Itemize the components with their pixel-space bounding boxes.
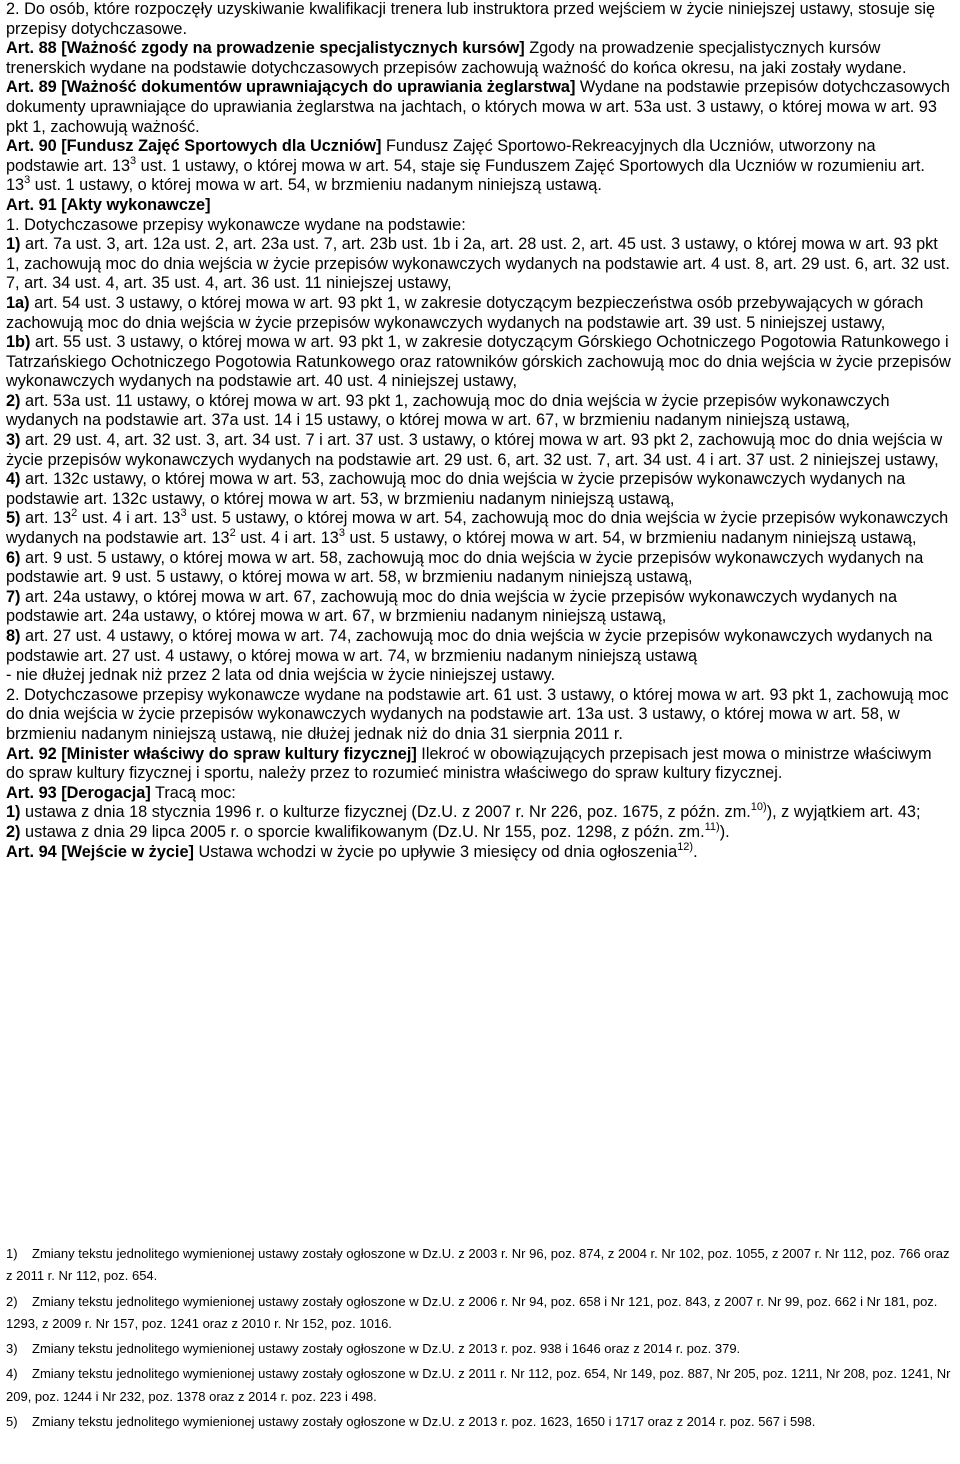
article-93 (6, 784, 952, 804)
list-item (6, 627, 952, 666)
superscript: 3 (180, 507, 187, 520)
list-item (6, 431, 952, 470)
article-label: Art. (6, 78, 35, 97)
list-item (6, 549, 952, 588)
footnote-text: Zmiany tekstu jednolitego wymienionej ustawy zostały ogłoszone w Dz.U. z 2013 r. poz. 938 i 1646 oraz z 2014 r. poz. 379. (32, 1341, 741, 1357)
paragraph-text: 2. Dotychczasowe przepisy wykonawcze wydane na podstawie art. 61 ust. 3 ustawy, o której mowa w art. 93 pkt 1, zachowują moc do dnia wejścia w życie przepisów wykonawczych wydanych na podstawie art. 13a ust. 3 ustawy, o której mowa w art. 58, w brzmieniu nadanym niniejszą ustawą, nie dłużej jednak niż do dnia 31 sierpnia 2011 r. (6, 685, 949, 743)
list-item-text: ust. 4 i art. 13 (77, 509, 181, 528)
footnote-text: Zmiany tekstu jednolitego wymienionej ustawy zostały ogłoszone w Dz.U. z 2006 r. Nr 94, poz. 658 i Nr 121, poz. 843, z 2007 r. Nr 99, poz. 662 i Nr 181, poz. 1293, z 2009 r. Nr 157, poz. 1241 oraz z 2010 r. Nr 152, poz. 1016. (6, 1293, 938, 1331)
list-item-text: art. 54 ust. 3 ustawy, o której mowa w art. 93 pkt 1, w zakresie dotyczącym bezpieczeństwa osób przebywających w górach zachowują moc do dnia wejścia w życie przepisów wykonawczych wydanych na podstawie art. 39 ust. 5 niniejszej ustawy, (6, 293, 924, 332)
article-label: Art. (6, 744, 35, 763)
article-93-text: Tracą moc: (150, 783, 236, 802)
superscript: 2 (71, 507, 78, 520)
list-item-text: art. 13 (20, 509, 72, 528)
article-93-heading: 93 [Derogacja] (34, 783, 151, 802)
footnote-number: 3) (6, 1341, 18, 1357)
superscript: 3 (130, 154, 137, 167)
list-item-text: art. 24a ustawy, o której mowa w art. 67, zachowują moc do dnia wejścia w życie przepisów wykonawczych wydanych na podstawie art. 24a ustawy, o której mowa w art. 67, w brzmieniu nadanym niniejszą ustawą, (6, 587, 898, 626)
list-item-text: ustawa z dnia 18 stycznia 1996 r. o kulturze fizycznej (Dz.U. z 2007 r. Nr 226, poz. 1675, z późn. zm. (20, 803, 751, 822)
article-label: Art. (6, 137, 35, 156)
list-item (6, 820, 952, 843)
footnotes (6, 1243, 952, 1436)
article-92-text: Ilekroć w obowiązujących przepisach jest mowa o ministrze właściwym do spraw kultury fizycznej i sportu, należy przez to rozumieć ministra właściwego do spraw kultury fizycznej. (6, 744, 932, 783)
list-item-text: ust. 5 ustawy, o której mowa w art. 54, zachowują moc do dnia wejścia w życie przepisów wykonawczych wydanych na podstawie art. 13 (6, 509, 949, 548)
list-item (6, 509, 952, 548)
article-90-text: ust. 1 ustawy, o której mowa w art. 54, staje się Funduszem Zajęć Sportowych dla Uczniów w rozumieniu art. 13 (6, 156, 925, 195)
intro-paragraph (6, 0, 952, 39)
article-label: Art. (6, 39, 35, 58)
footnote (6, 1411, 952, 1433)
superscript: 3 (24, 174, 31, 187)
article-90 (6, 137, 952, 196)
list-item-text: art. 55 ust. 3 ustawy, o której mowa w art. 93 pkt 1, w zakresie dotyczącym Górskiego Ochotniczego Pogotowia Ratunkowego i Tatrzańskiego Ochotniczego Pogotowia Ratunkowego oraz ratowników górskich zachowują moc do dnia wejścia w życie przepisów wykonawczych wydanych na podstawie art. 40 ust. 4 niniejszej ustawy, (6, 333, 951, 391)
article-91-heading-line (6, 196, 952, 216)
list-item (6, 235, 952, 294)
article-88-heading: 88 [Ważność zgody na prowadzenie specjalistycznych kursów] (34, 39, 525, 58)
list-item-number: 6) (6, 548, 21, 567)
list-item-text: art. 29 ust. 4, art. 32 ust. 3, art. 34 ust. 7 i art. 37 ust. 3 ustawy, o której mowa w art. 93 pkt 2, zachowują moc do dnia wejścia w życie przepisów wykonawczych wydanych na podstawie art. 29 ust. 6, art. 32 ust. 7, art. 34 ust. 4 i art. 37 ust. 2 niniejszej ustawy, (6, 431, 943, 469)
article-89-text: Wydane na podstawie przepisów dotychczasowych dokumenty uprawniające do uprawiania żeglarstwa na jachtach, o których mowa w art. 53a ust. 3 ustawy, o której mowa w art. 93 pkt 1, zachowują ważność. (6, 78, 950, 136)
footnote (6, 1363, 952, 1408)
footnote-number: 1) (6, 1246, 18, 1261)
footnote-reference: 12) (677, 840, 694, 853)
superscript: 3 (338, 527, 345, 540)
list-item (6, 470, 952, 509)
article-90-text: Fundusz Zajęć Sportowo-Rekreacyjnych dla Uczniów, utworzony na podstawie art. 13 (6, 137, 876, 175)
list-item (6, 392, 952, 431)
article-94-text: Ustawa wchodzi w życie po upływie 3 miesięcy od dnia ogłoszenia (193, 842, 678, 861)
intro-text: 2. Do osób, które rozpoczęły uzyskiwanie kwalifikacji trenera lub instruktora przed wejściem w życie niniejszej ustawy, stosuje się przepisy dotychczasowe. (6, 0, 936, 38)
article-label: Art. (6, 842, 35, 861)
footnote-text: Zmiany tekstu jednolitego wymienionej ustawy zostały ogłoszone w Dz.U. z 2011 r. Nr 112, poz. 654, Nr 149, poz. 887, Nr 205, poz. 1211, Nr 208, poz. 1241, Nr 209, poz. 1244 i Nr 232, poz. 1378 oraz z 2014 r. poz. 223 i 498. (6, 1366, 951, 1404)
article-91-para2 (6, 686, 952, 745)
article-88 (6, 39, 952, 78)
list-item-text: art. 53a ust. 11 ustawy, o której mowa w art. 93 pkt 1, zachowują moc do dnia wejścia w życie przepisów wykonawczych wydanych na podstawie art. 37a ust. 14 i 15 ustawy, o której mowa w art. 67, w brzmieniu nadanym niniejszą ustawą, (6, 391, 890, 430)
list-item-number: 7) (6, 587, 21, 606)
footnote-reference: 11) (704, 820, 720, 833)
footnote-reference: 10) (750, 801, 767, 814)
list-item-number: 1b) (6, 333, 31, 352)
list-item-text: ustawa z dnia 29 lipca 2005 r. o sporcie kwalifikowanym (Dz.U. Nr 155, poz. 1298, z późn. zm. (20, 822, 705, 841)
footnote (6, 1338, 952, 1360)
list-item-number: 1) (6, 803, 21, 822)
footnote-number: 2) (6, 1293, 18, 1309)
article-92 (6, 745, 952, 784)
footnote-text: Zmiany tekstu jednolitego wymienionej ustawy zostały ogłoszone w Dz.U. z 2013 r. poz. 1623, 1650 i 1717 oraz z 2014 r. poz. 567 i 598. (32, 1414, 816, 1430)
paragraph-text: - nie dłużej jednak niż przez 2 lata od dnia wejścia w życie niniejszej ustawy. (6, 666, 556, 685)
list-item (6, 333, 952, 392)
paragraph-text: 1. Dotychczasowe przepisy wykonawcze wydane na podstawie: (6, 215, 466, 234)
list-item-number: 1a) (6, 293, 30, 312)
article-89-heading: 89 [Ważność dokumentów uprawniających do uprawiania żeglarstwa] (34, 78, 576, 97)
list-item-text: ), z wyjątkiem art. 43; (766, 803, 921, 822)
article-91-para1 (6, 216, 952, 236)
article-label: Art. (6, 195, 35, 214)
footnote (6, 1243, 952, 1288)
list-item-text: art. 7a ust. 3, art. 12a ust. 2, art. 23a ust. 7, art. 23b ust. 1b i 2a, art. 28 ust. 2, art. 45 ust. 3 ustawy, o której mowa w art. 93 pkt 1, zachowują moc do dnia wejścia w życie przepisów wykonawczych wydanych na podstawie art. 4 ust. 8, art. 29 ust. 6, art. 32 ust. 7, art. 34 ust. 4, art. 35 ust. 4, art. 36 ust. 11 niniejszej ustawy, (6, 235, 950, 293)
list-item-number: 2) (6, 822, 21, 841)
footnote-text: Zmiany tekstu jednolitego wymienionej ustawy zostały ogłoszone w Dz.U. z 2003 r. Nr 96, poz. 874, z 2004 r. Nr 102, poz. 1055, z 2007 r. Nr 112, poz. 766 oraz z 2011 r. Nr 112, poz. 654. (6, 1246, 950, 1284)
footnote-number: 4) (6, 1366, 18, 1382)
article-label: Art. (6, 783, 35, 802)
footnote (6, 1291, 952, 1336)
list-item-number: 4) (6, 470, 21, 489)
list-item-number: 1) (6, 235, 21, 254)
article-91-heading: 91 [Akty wykonawcze] (34, 195, 211, 214)
list-item-text: ust. 4 i art. 13 (235, 529, 339, 548)
article-92-heading: 92 [Minister właściwy do spraw kultury fizycznej] (34, 744, 417, 763)
article-91-tail (6, 666, 952, 686)
article-90-text: ust. 1 ustawy, o której mowa w art. 54, w brzmieniu nadanym niniejszą ustawą. (30, 176, 602, 195)
list-item-text: ust. 5 ustawy, o której mowa w art. 54, w brzmieniu nadanym niniejszą ustawą, (344, 529, 917, 548)
list-item (6, 294, 952, 333)
list-item-number: 5) (6, 509, 21, 528)
superscript: 2 (229, 527, 236, 540)
footnote-number: 5) (6, 1414, 18, 1430)
list-item-number: 2) (6, 391, 21, 410)
list-item (6, 588, 952, 627)
list-item (6, 803, 952, 823)
article-94 (6, 840, 952, 863)
article-90-heading: 90 [Fundusz Zajęć Sportowych dla Uczniów] (34, 137, 382, 156)
list-item-text: art. 27 ust. 4 ustawy, o której mowa w art. 74, zachowują moc do dnia wejścia w życie przepisów wykonawczych wydanych na podstawie art. 27 ust. 4 ustawy, o której mowa w art. 74, w brzmieniu nadanym niniejszą ustawą (6, 627, 933, 665)
list-item-number: 8) (6, 627, 21, 645)
list-item-text: ). (719, 822, 730, 841)
list-item-text: art. 9 ust. 5 ustawy, o której mowa w art. 58, zachowują moc do dnia wejścia w życie przepisów wykonawczych wydanych na podstawie art. 9 ust. 5 ustawy, o której mowa w art. 58, w brzmieniu nadanym niniejszą ustawą, (6, 548, 924, 587)
article-88-text: Zgody na prowadzenie specjalistycznych kursów trenerskich wydane na podstawie dotychczasowych przepisów zachowują ważność do końca okresu, na jaki zostały wydane. (6, 39, 907, 77)
article-94-text: . (693, 842, 698, 861)
article-89 (6, 78, 952, 137)
article-94-heading: 94 [Wejście w życie] (34, 842, 194, 861)
list-item-text: art. 132c ustawy, o której mowa w art. 53, zachowują moc do dnia wejścia w życie przepisów wykonawczych wydanych na podstawie art. 132c ustawy, o której mowa w art. 53, w brzmieniu nadanym niniejszą ustawą, (6, 470, 906, 508)
list-item-number: 3) (6, 431, 21, 450)
document-body (6, 0, 952, 862)
